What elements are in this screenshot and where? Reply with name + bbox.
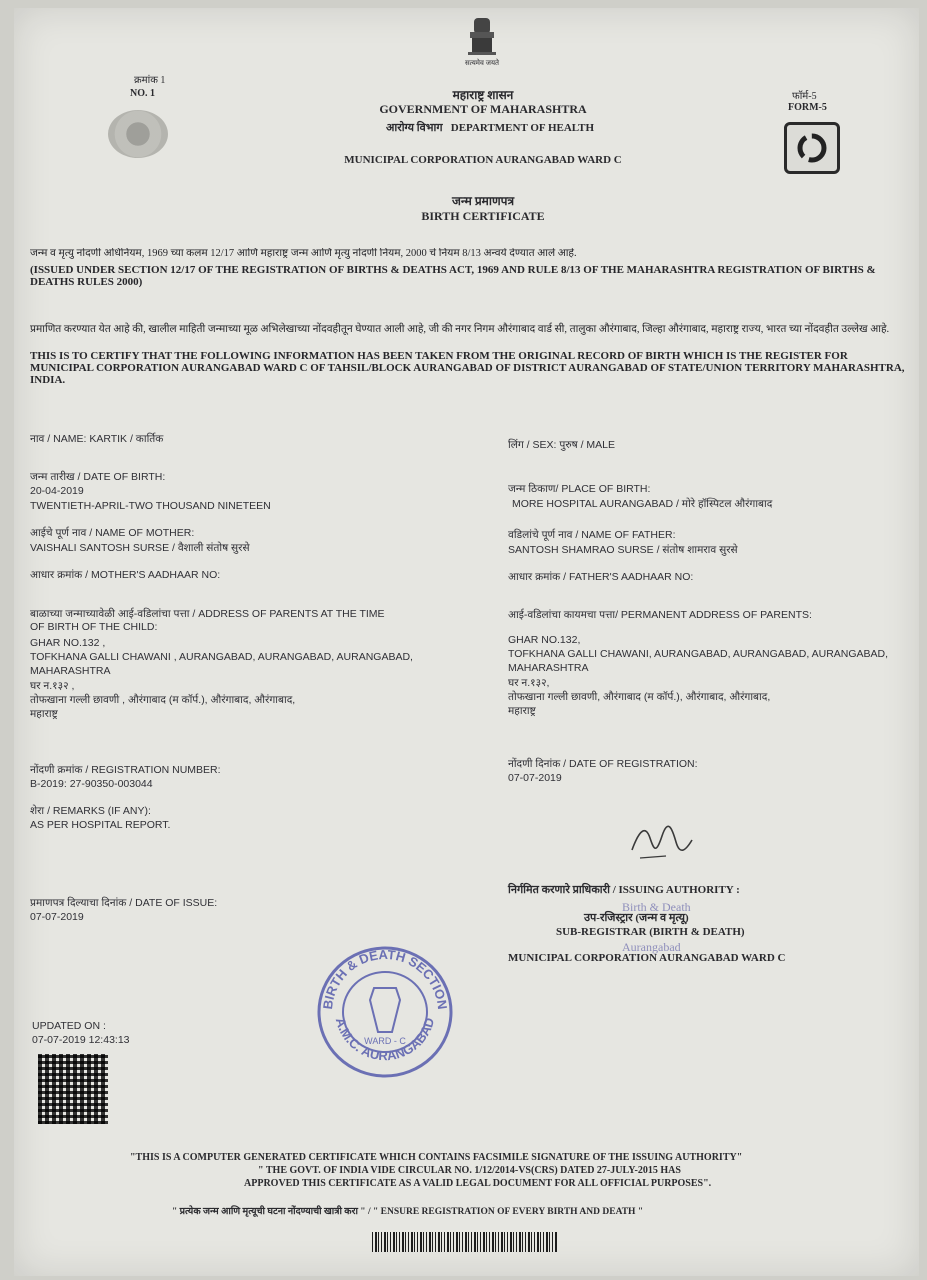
footer-slogan: " प्रत्येक जन्म आणि मृत्यूची घटना नोंदण्याची खात्री करा " / " ENSURE REGISTRATION OF EVERY BIRTH AND DEATH " [172,1207,644,1217]
municipal-title: MUNICIPAL CORPORATION AURANGABAD WARD C [344,154,622,166]
reg-no-value: B-2019: 27-90350-003044 [30,778,153,790]
sex-row [508,438,615,452]
remarks-label: शेरा / REMARKS (IF ANY): [30,805,151,817]
crs-logo [784,122,840,174]
department-line [360,120,620,135]
addr-birth-label-1: बाळाच्या जन्माच्यावेळी आई-वडिलांचा पत्ता / ADDRESS OF PARENTS AT THE TIME [30,608,385,620]
authority-stamp-2: Aurangabad [622,940,681,954]
seal-inner-text: WARD - C [364,1036,406,1046]
reg-date-value: 07-07-2019 [508,772,562,784]
name-label: नाव / NAME: [30,433,87,445]
issue-date-label: प्रमाणपत्र दिल्याचा दिनांक / DATE OF ISSUE: [30,897,218,909]
dept-english: DEPARTMENT OF HEALTH [450,122,595,134]
authority-stamp-1: Birth & Death [622,900,691,914]
footer-line-3: APPROVED THIS CERTIFICATE AS A VALID LEGAL DOCUMENT FOR ALL OFFICIAL PURPOSES". [244,1178,712,1189]
updated-value: 07-07-2019 12:43:13 [32,1034,130,1046]
form-no-marathi: फॉर्म-5 [792,91,817,102]
dept-marathi: आरोग्य विभाग [385,122,443,134]
addr-birth-line-5: तोफखाना गल्ली छावणी , औरंगाबाद (म कॉर्प.), औरंगाबाद, औरंगाबाद, [30,694,296,706]
national-emblem [462,16,502,67]
barcode [372,1232,558,1252]
govt-marathi: महाराष्ट्र शासन [452,88,514,102]
statute-english: (ISSUED UNDER SECTION 12/17 OF THE REGISTRATION OF BIRTHS & DEATHS ACT, 1969 AND RULE 8/13 OF THE MAHARASHTRA REGISTRATION OF BIRTHS & DEATHS RULES 2000) [30,264,876,288]
official-seal [312,940,458,1080]
name-row [30,432,163,446]
updated-label: UPDATED ON : [32,1020,106,1032]
addr-perm-line-2: TOFKHANA GALLI CHAWANI, AURANGABAD, AURANGABAD, AURANGABAD, [508,648,889,660]
form-no: FORM-5 [788,102,827,113]
qr-code [38,1054,108,1124]
father-aadhaar-label: आधार क्रमांक / FATHER'S AADHAAR NO: [508,571,694,583]
addr-birth-label-2: OF BIRTH OF THE CHILD: [30,621,158,633]
statute-marathi: जन्म व मृत्यु नोंदणी अधिनियम, 1969 च्या कलम 12/17 आणि महाराष्ट्र जन्म आणि मृत्यु नोंदणी नियम, 2000 चे नियम 8/13 अन्वये देण्यात आले आहे. [30,248,577,259]
footer-line-1: "THIS IS A COMPUTER GENERATED CERTIFICATE WHICH CONTAINS FACSIMILE SIGNATURE OF THE ISSUING AUTHORITY" [130,1152,743,1163]
remarks-value: AS PER HOSPITAL REPORT. [30,819,171,831]
cert-title-marathi: जन्म प्रमाणपत्र [451,194,515,208]
department-logo [108,110,168,158]
addr-perm-line-6: महाराष्ट्र [508,705,536,717]
govt-english: GOVERNMENT OF MAHARASHTRA [379,102,587,116]
addr-perm-label: आई-वडिलांचा कायमचा पत्ता/ PERMANENT ADDRESS OF PARENTS: [508,609,812,621]
addr-birth-line-6: महाराष्ट्र [30,708,58,720]
dob-words: TWENTIETH-APRIL-TWO THOUSAND NINETEEN [30,500,271,512]
father-value: SANTOSH SHAMRAO SURSE / संतोष शामराव सुरसे [508,544,738,556]
dob-label: जन्म तारीख / DATE OF BIRTH: [30,471,166,483]
reg-date-label: नोंदणी दिनांक / DATE OF REGISTRATION: [508,758,698,770]
svg-text:BIRTH & DEATH SECTION [320,947,450,1010]
addr-perm-line-5: तोफखाना गल्ली छावणी, औरंगाबाद (म कॉर्प.), औरंगाबाद, औरंगाबाद, [508,691,771,703]
addr-birth-line-1: GHAR NO.132 , [30,637,106,649]
certificate-no-marathi: क्रमांक 1 [134,75,166,86]
mother-value: VAISHALI SANTOSH SURSE / वैशाली संतोष सुरसे [30,542,250,554]
footer-line-2: " THE GOVT. OF INDIA VIDE CIRCULAR NO. 1/12/2014-VS(CRS) DATED 27-JULY-2015 HAS [258,1165,681,1176]
mother-aadhaar-label: आधार क्रमांक / MOTHER'S AADHAAR NO: [30,569,221,581]
name-value: KARTIK / कार्तिक [89,433,164,445]
certificate-no: NO. 1 [130,88,155,99]
addr-birth-line-3: MAHARASHTRA [30,665,111,677]
sex-label: लिंग / SEX: [508,439,557,451]
seal-top-text: BIRTH & DEATH SECTION [319,946,451,1011]
sex-value: पुरुष / MALE [559,439,616,451]
authority-label: निर्गमित करणारे प्राधिकारी / ISSUING AUTHORITY : [508,884,740,896]
emblem-motto: सत्यमेव जयते [464,60,500,67]
certify-marathi: प्रमाणित करण्यात येत आहे की, खालील माहिती जन्माच्या मूळ अभिलेखाच्या नोंदवहीतून घेण्यात आली आहे, जी की नगर निगम औरंगाबाद वार्ड सी, तालुका औरंगाबाद, जिल्हा औरंगाबाद, महाराष्ट्र राज्य, भारत च्या नोंदवहीत उल्लेख आहे. [30,324,890,335]
pob-value: MORE HOSPITAL AURANGABAD / मोरे हॉस्पिटल औरंगाबाद [512,498,773,510]
addr-perm-line-3: MAHARASHTRA [508,662,589,674]
addr-perm-line-4: घर न.१३२, [508,677,550,689]
issue-date-value: 07-07-2019 [30,911,84,923]
certify-english: THIS IS TO CERTIFY THAT THE FOLLOWING INFORMATION HAS BEEN TAKEN FROM THE ORIGINAL RECORD OF BIRTH WHICH IS THE REGISTER FOR MUNICIPAL CORPORATION AURANGABAD WARD C OF TAHSIL/BLOCK AURANGABAD OF DISTRICT AURANGABAD OF STATE/UNION TERRITORY MAHARASHTRA, INDIA. [30,350,905,386]
reg-no-label: नोंदणी क्रमांक / REGISTRATION NUMBER: [30,764,221,776]
signature [626,820,696,864]
mother-label: आईचे पूर्ण नाव / NAME OF MOTHER: [30,527,195,539]
authority-municipal: MUNICIPAL CORPORATION AURANGABAD WARD C [508,952,786,964]
addr-perm-line-1: GHAR NO.132, [508,634,581,646]
addr-birth-line-2: TOFKHANA GALLI CHAWANI , AURANGABAD, AURANGABAD, AURANGABAD, [30,651,413,663]
sub-registrar-marathi: उप-रजिस्ट्रार (जन्म व मृत्यू) [584,912,689,924]
sub-registrar: SUB-REGISTRAR (BIRTH & DEATH) [556,926,745,938]
cert-title: BIRTH CERTIFICATE [421,209,545,223]
father-label: वडिलांचे पूर्ण नाव / NAME OF FATHER: [508,529,676,541]
dob-value: 20-04-2019 [30,485,84,497]
seal-bottom-text: A.M.C. AURANGABAD [332,1016,438,1064]
pob-label: जन्म ठिकाण/ PLACE OF BIRTH: [508,483,651,495]
addr-birth-line-4: घर न.१३२ , [30,680,75,692]
